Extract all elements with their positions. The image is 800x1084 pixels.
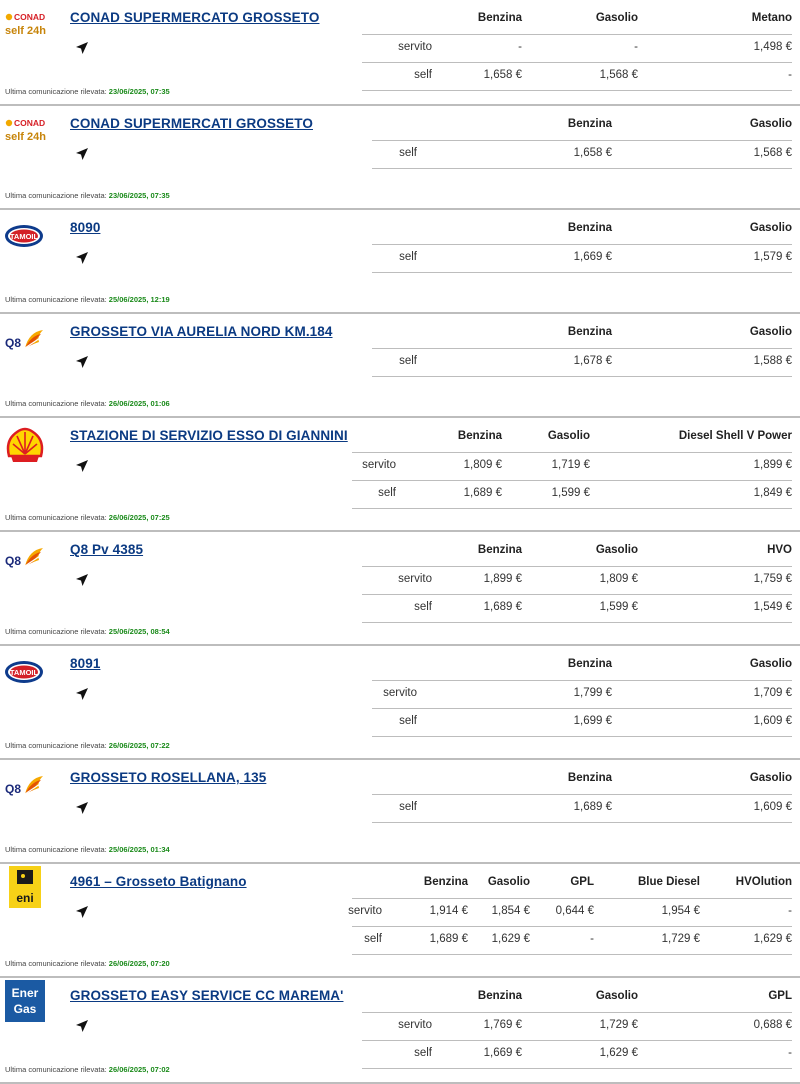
price-value: 1,729 € — [599, 1019, 638, 1031]
price-value: 1,629 € — [599, 1047, 638, 1059]
price-value: 1,599 € — [599, 601, 638, 613]
price-value: 1,729 € — [661, 933, 700, 945]
price-table — [372, 314, 792, 418]
service-mode-label: servito — [348, 905, 382, 917]
row-divider — [352, 452, 792, 453]
svg-text:CONAD: CONAD — [14, 12, 46, 22]
row-divider — [372, 822, 792, 823]
last-update-label: Ultima comunicazione rilevata: — [5, 741, 109, 750]
price-value: 1,629 € — [491, 933, 530, 945]
service-mode-label: servito — [398, 1019, 432, 1031]
price-value: 1,629 € — [753, 933, 792, 945]
last-update-text — [5, 87, 170, 96]
station-card — [0, 532, 800, 646]
price-value: 0,644 € — [555, 905, 594, 917]
last-update-timestamp: 23/06/2025, 07:35 — [108, 191, 170, 200]
row-divider — [362, 1040, 792, 1041]
price-value: 1,769 € — [483, 1019, 522, 1031]
station-card — [0, 210, 800, 314]
row-divider — [352, 480, 792, 481]
eni-logo — [3, 866, 47, 910]
last-update-text — [5, 295, 170, 304]
row-divider — [362, 1068, 792, 1069]
last-update-label: Ultima comunicazione rilevata: — [5, 191, 109, 200]
price-value: 1,588 € — [753, 355, 792, 367]
station-card — [0, 978, 800, 1084]
fuel-header: Benzina — [567, 222, 612, 234]
navigate-icon[interactable] — [75, 573, 89, 587]
service-mode-label: self — [399, 355, 417, 367]
fuel-header: Benzina — [567, 326, 612, 338]
service-mode-label: servito — [383, 687, 417, 699]
price-table — [372, 646, 792, 760]
price-value: 1,609 € — [753, 801, 792, 813]
last-update-timestamp: 26/06/2025, 07:02 — [108, 1065, 170, 1074]
fuel-header: Benzina — [567, 118, 612, 130]
row-divider — [362, 90, 792, 91]
price-table — [352, 418, 792, 532]
svg-text:CONAD: CONAD — [14, 118, 46, 128]
price-value: 1,658 € — [483, 69, 522, 81]
price-table — [348, 864, 792, 978]
price-table — [372, 106, 792, 210]
row-divider — [362, 62, 792, 63]
price-value: 1,914 € — [429, 905, 468, 917]
svg-text:TAMOIL: TAMOIL — [9, 232, 39, 241]
price-value: 1,568 € — [753, 147, 792, 159]
navigate-icon[interactable] — [75, 355, 89, 369]
svg-text:self 24h: self 24h — [5, 131, 46, 143]
fuel-header: Blue Diesel — [638, 876, 700, 888]
price-value: 1,849 € — [753, 487, 792, 499]
last-update-text — [5, 1065, 170, 1074]
station-name-link[interactable]: 8091 — [70, 656, 101, 671]
service-mode-label: self — [399, 147, 417, 159]
navigate-icon[interactable] — [75, 459, 89, 473]
price-value: - — [788, 1047, 792, 1059]
price-value: 1,809 € — [463, 459, 502, 471]
price-value: - — [590, 933, 594, 945]
fuel-header: Benzina — [477, 544, 522, 556]
fuel-header: Gasolio — [749, 326, 792, 338]
last-update-label: Ultima comunicazione rilevata: — [5, 1065, 109, 1074]
last-update-timestamp: 26/06/2025, 01:06 — [108, 399, 170, 408]
row-divider — [372, 680, 792, 681]
navigate-icon[interactable] — [75, 41, 89, 55]
price-table — [372, 760, 792, 864]
price-value: 1,809 € — [599, 573, 638, 585]
svg-text:Q8: Q8 — [5, 336, 22, 350]
price-value: 1,498 € — [753, 41, 792, 53]
row-divider — [362, 622, 792, 623]
price-value: 1,678 € — [573, 355, 612, 367]
station-name-link[interactable]: STAZIONE DI SERVIZIO ESSO DI GIANNINI — [70, 428, 348, 443]
navigate-icon[interactable] — [75, 1019, 89, 1033]
service-mode-label: servito — [362, 459, 396, 471]
fuel-header: Benzina — [567, 772, 612, 784]
row-divider — [372, 376, 792, 377]
fuel-header: Gasolio — [749, 118, 792, 130]
last-update-timestamp: 26/06/2025, 07:22 — [108, 741, 170, 750]
last-update-timestamp: 25/06/2025, 12:19 — [108, 295, 170, 304]
price-value: 1,709 € — [753, 687, 792, 699]
service-mode-label: self — [399, 715, 417, 727]
price-value: 1,799 € — [573, 687, 612, 699]
station-card — [0, 314, 800, 418]
row-divider — [352, 954, 792, 955]
last-update-label: Ultima comunicazione rilevata: — [5, 845, 109, 854]
row-divider — [372, 348, 792, 349]
row-divider — [362, 594, 792, 595]
fuel-header: Gasolio — [595, 12, 638, 24]
price-value: 1,854 € — [491, 905, 530, 917]
price-value: 1,759 € — [753, 573, 792, 585]
tamoil-logo — [3, 654, 47, 690]
row-divider — [372, 272, 792, 273]
fuel-header: HVOlution — [735, 876, 792, 888]
conad-logo — [3, 8, 47, 44]
service-mode-label: self — [399, 251, 417, 263]
last-update-label: Ultima comunicazione rilevata: — [5, 513, 109, 522]
svg-text:Q8: Q8 — [5, 782, 22, 796]
price-value: 1,699 € — [573, 715, 612, 727]
last-update-text — [5, 627, 170, 636]
station-name-link[interactable]: CONAD SUPERMERCATO GROSSETO — [70, 10, 320, 25]
price-table — [362, 0, 792, 106]
row-divider — [352, 898, 792, 899]
fuel-header: Gasolio — [749, 222, 792, 234]
row-divider — [362, 34, 792, 35]
price-value: 1,689 € — [483, 601, 522, 613]
fuel-header: Gasolio — [487, 876, 530, 888]
last-update-label: Ultima comunicazione rilevata: — [5, 627, 109, 636]
svg-text:TAMOIL: TAMOIL — [9, 668, 39, 677]
fuel-header: Benzina — [477, 990, 522, 1002]
row-divider — [352, 508, 792, 509]
fuel-header: Benzina — [457, 430, 502, 442]
price-value: 1,599 € — [551, 487, 590, 499]
service-mode-label: self — [414, 69, 432, 81]
price-value: 1,899 € — [753, 459, 792, 471]
price-table — [372, 210, 792, 314]
navigate-icon[interactable] — [75, 687, 89, 701]
last-update-text — [5, 513, 170, 522]
service-mode-label: self — [364, 933, 382, 945]
price-value: 1,609 € — [753, 715, 792, 727]
last-update-text — [5, 845, 170, 854]
row-divider — [372, 794, 792, 795]
station-card — [0, 106, 800, 210]
fuel-header: Diesel Shell V Power — [678, 430, 792, 442]
last-update-label: Ultima comunicazione rilevata: — [5, 87, 109, 96]
navigate-icon[interactable] — [75, 251, 89, 265]
last-update-timestamp: 26/06/2025, 07:25 — [108, 513, 170, 522]
price-value: 1,658 € — [573, 147, 612, 159]
q8-logo — [3, 540, 47, 576]
row-divider — [372, 168, 792, 169]
row-divider — [372, 708, 792, 709]
tamoil-logo — [3, 218, 47, 254]
price-value: - — [788, 69, 792, 81]
fuel-header: Benzina — [567, 658, 612, 670]
row-divider — [372, 244, 792, 245]
last-update-timestamp: 26/06/2025, 07:20 — [108, 959, 170, 968]
price-value: - — [518, 41, 522, 53]
station-name-link[interactable]: GROSSETO ROSELLANA, 135 — [70, 770, 267, 785]
price-value: 1,579 € — [753, 251, 792, 263]
price-value: 1,549 € — [753, 601, 792, 613]
last-update-label: Ultima comunicazione rilevata: — [5, 959, 109, 968]
price-value: 1,689 € — [463, 487, 502, 499]
last-update-text — [5, 191, 170, 200]
service-mode-label: self — [399, 801, 417, 813]
fuel-header: Benzina — [477, 12, 522, 24]
last-update-timestamp: 25/06/2025, 08:54 — [108, 627, 170, 636]
price-value: - — [788, 905, 792, 917]
station-name-link[interactable]: 8090 — [70, 220, 101, 235]
fuel-header: Gasolio — [749, 772, 792, 784]
station-name-link[interactable]: CONAD SUPERMERCATI GROSSETO — [70, 116, 313, 131]
last-update-text — [5, 959, 170, 968]
last-update-text — [5, 741, 170, 750]
svg-text:Gas: Gas — [13, 1002, 37, 1016]
station-name-link[interactable]: Q8 Pv 4385 — [70, 542, 144, 557]
svg-text:Ener: Ener — [11, 986, 39, 1000]
fuel-header: Gasolio — [547, 430, 590, 442]
fuel-header: Gasolio — [595, 990, 638, 1002]
last-update-text — [5, 399, 170, 408]
service-mode-label: servito — [398, 41, 432, 53]
q8-logo — [3, 768, 47, 804]
energas-logo — [3, 980, 47, 1024]
price-table — [362, 978, 792, 1084]
price-value: 1,954 € — [661, 905, 700, 917]
last-update-label: Ultima comunicazione rilevata: — [5, 295, 109, 304]
fuel-header: Benzina — [423, 876, 468, 888]
station-name-link[interactable]: GROSSETO EASY SERVICE CC MAREMA' — [70, 988, 344, 1003]
station-name-link[interactable]: GROSSETO VIA AURELIA NORD KM.184 — [70, 324, 333, 339]
price-value: 1,689 € — [573, 801, 612, 813]
fuel-header: GPL — [570, 876, 594, 888]
row-divider — [362, 566, 792, 567]
price-value: 1,568 € — [599, 69, 638, 81]
service-mode-label: self — [414, 1047, 432, 1059]
price-value: 1,899 € — [483, 573, 522, 585]
station-name-link[interactable]: 4961 – Grosseto Batignano — [70, 874, 247, 889]
price-value: 1,669 € — [483, 1047, 522, 1059]
last-update-timestamp: 23/06/2025, 07:35 — [108, 87, 170, 96]
row-divider — [372, 736, 792, 737]
navigate-icon[interactable] — [75, 801, 89, 815]
fuel-header: Metano — [751, 12, 792, 24]
price-value: 0,688 € — [753, 1019, 792, 1031]
row-divider — [352, 926, 792, 927]
svg-text:self 24h: self 24h — [5, 25, 46, 37]
svg-text:eni: eni — [16, 891, 34, 905]
fuel-header: Gasolio — [595, 544, 638, 556]
conad-logo — [3, 114, 47, 150]
navigate-icon[interactable] — [75, 905, 89, 919]
row-divider — [372, 140, 792, 141]
station-card — [0, 0, 800, 106]
fuel-header: HVO — [767, 544, 792, 556]
station-card — [0, 646, 800, 760]
shell-logo — [3, 426, 47, 462]
price-value: 1,719 € — [551, 459, 590, 471]
row-divider — [362, 1012, 792, 1013]
price-value: - — [634, 41, 638, 53]
station-card — [0, 760, 800, 864]
last-update-timestamp: 25/06/2025, 01:34 — [108, 845, 170, 854]
service-mode-label: servito — [398, 573, 432, 585]
station-card — [0, 418, 800, 532]
service-mode-label: self — [378, 487, 396, 499]
last-update-label: Ultima comunicazione rilevata: — [5, 399, 109, 408]
fuel-header: GPL — [768, 990, 792, 1002]
navigate-icon[interactable] — [75, 147, 89, 161]
service-mode-label: self — [414, 601, 432, 613]
price-value: 1,669 € — [573, 251, 612, 263]
station-card — [0, 864, 800, 978]
price-value: 1,689 € — [429, 933, 468, 945]
q8-logo — [3, 322, 47, 358]
fuel-header: Gasolio — [749, 658, 792, 670]
price-table — [362, 532, 792, 646]
svg-text:Q8: Q8 — [5, 554, 22, 568]
